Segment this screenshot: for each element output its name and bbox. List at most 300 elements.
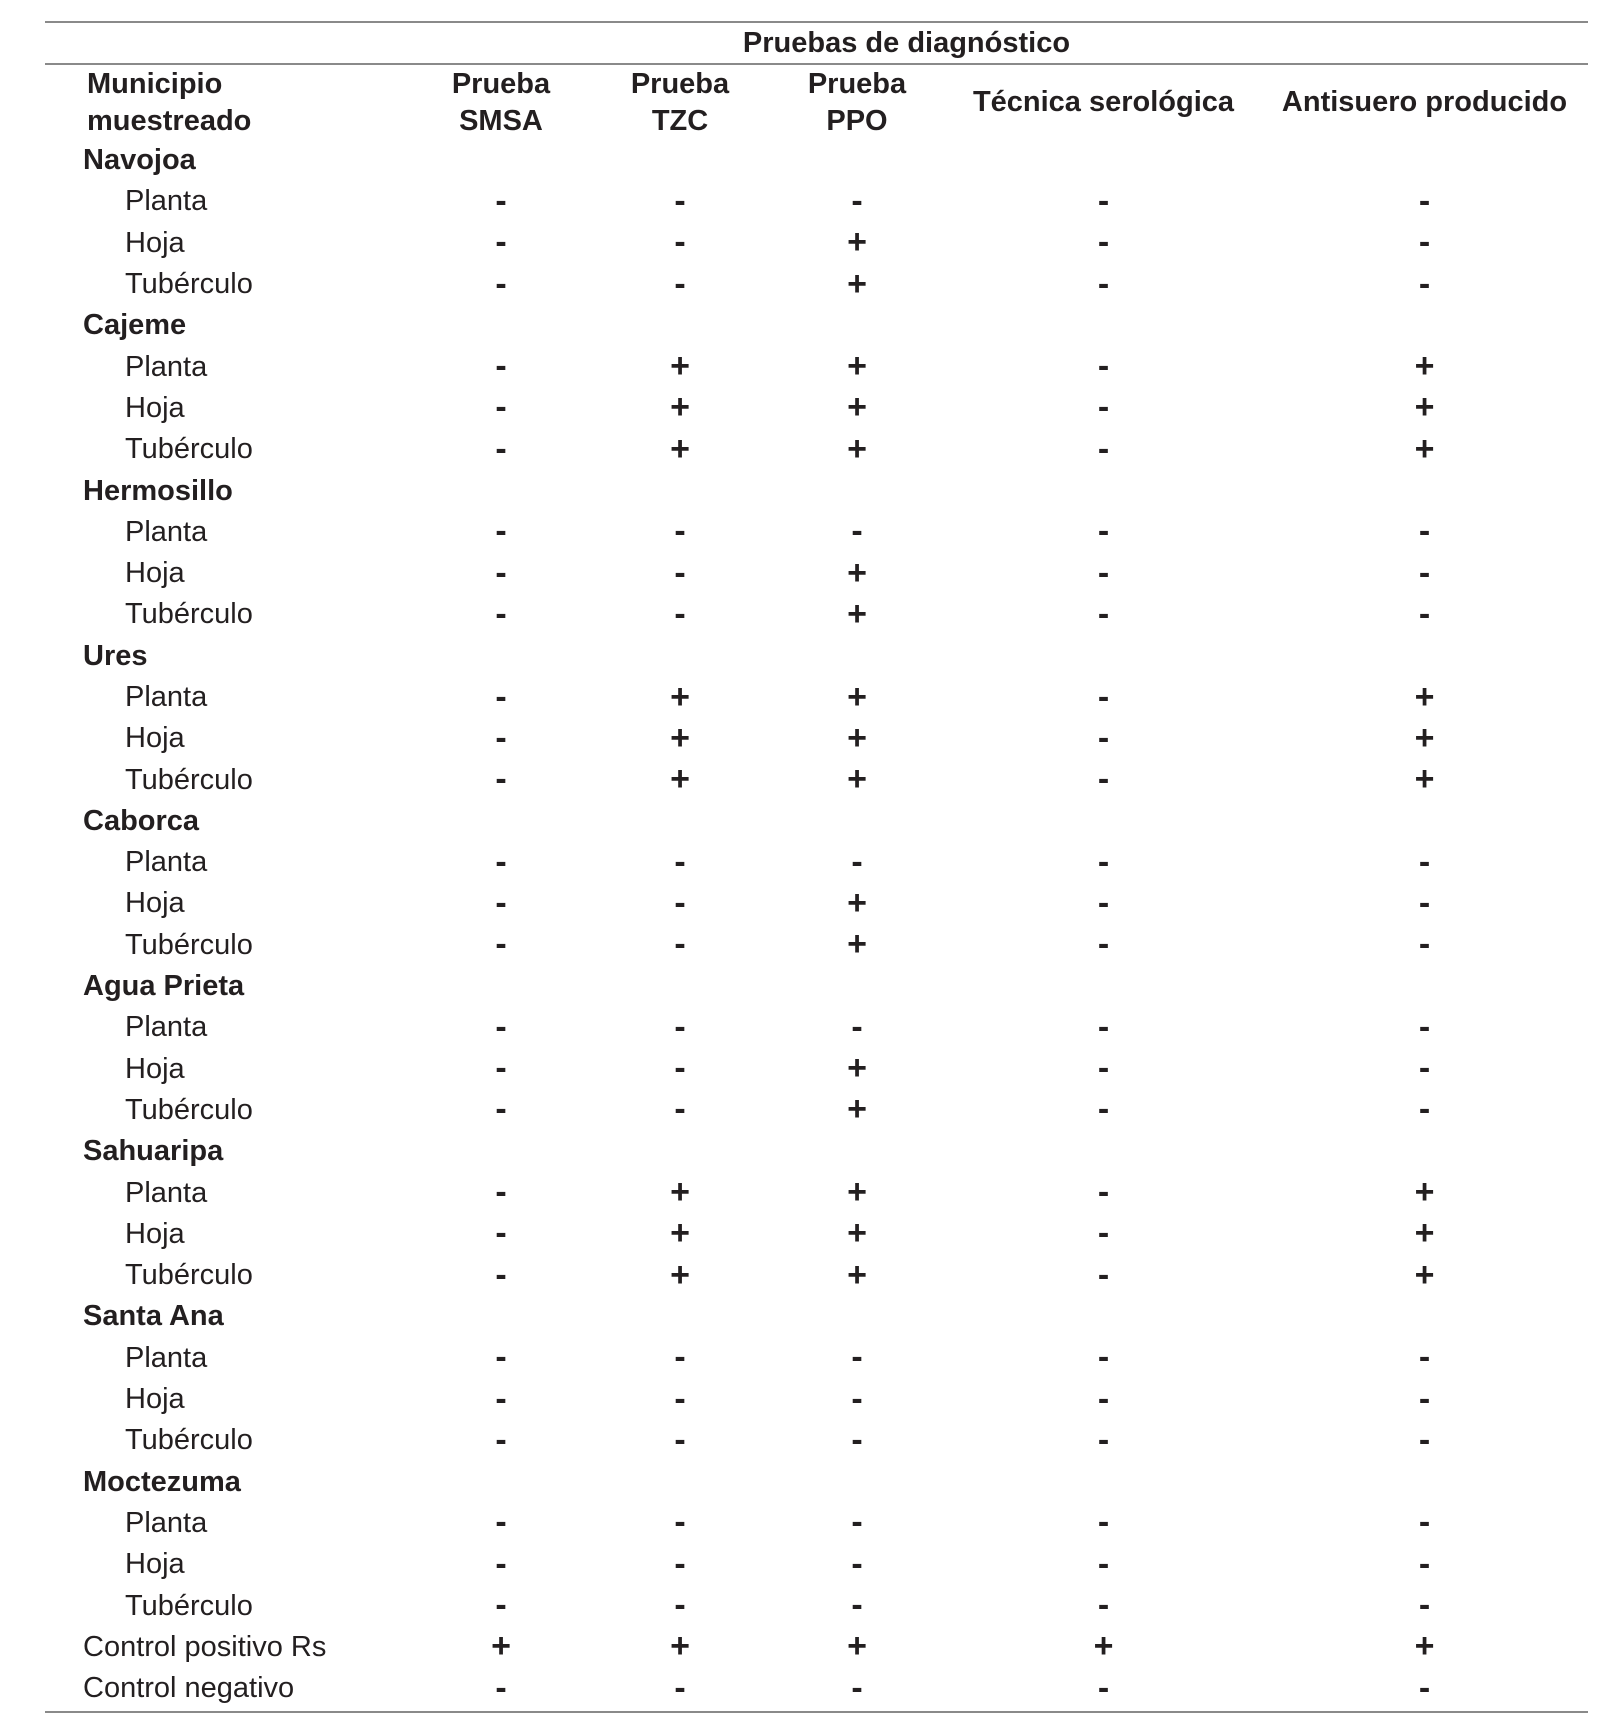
result-cell <box>592 390 768 426</box>
result-mark: - <box>674 512 686 551</box>
result-cell <box>1261 842 1588 881</box>
result-cell <box>768 1216 946 1252</box>
column-header-line: Prueba <box>451 67 551 100</box>
result-mark: - <box>674 883 686 922</box>
result-cell <box>768 1588 946 1624</box>
result-cell <box>946 349 1261 385</box>
result-mark: - <box>1097 760 1110 799</box>
result-cell <box>410 1588 592 1624</box>
row-label: Hoja <box>125 722 185 755</box>
result-mark: - <box>674 1090 686 1129</box>
table-row <box>45 1049 1588 1090</box>
result-mark: + <box>670 1173 690 1212</box>
result-cell <box>410 883 592 922</box>
result-mark: - <box>495 181 507 220</box>
result-cell <box>768 264 946 303</box>
result-cell <box>410 1216 592 1252</box>
table-row <box>45 1379 1588 1420</box>
result-mark: - <box>495 512 507 551</box>
result-mark: - <box>1418 1503 1431 1542</box>
result-cell <box>410 1544 592 1583</box>
result-mark: - <box>495 760 507 799</box>
control-row <box>45 1668 1588 1709</box>
result-mark: - <box>495 223 507 262</box>
result-mark: - <box>495 347 507 386</box>
column-header-line: Municipio <box>87 67 223 100</box>
result-mark: + <box>847 223 867 262</box>
result-cell <box>410 1051 592 1087</box>
result-mark: - <box>495 594 507 633</box>
result-cell <box>592 553 768 592</box>
result-cell <box>410 514 592 550</box>
result-cell <box>1261 1255 1588 1294</box>
result-mark: + <box>670 388 690 427</box>
municipio-row <box>45 140 1588 181</box>
result-cell <box>1261 718 1588 757</box>
result-mark: + <box>1414 1627 1435 1666</box>
result-mark: + <box>1414 677 1435 716</box>
result-mark: - <box>1097 223 1110 262</box>
result-mark: - <box>674 842 686 881</box>
result-cell <box>592 1379 768 1418</box>
result-cell <box>592 181 768 220</box>
row-label: Planta <box>125 1341 208 1374</box>
municipio-row <box>45 1296 1588 1337</box>
result-mark: + <box>1414 760 1435 799</box>
result-cell <box>410 225 592 261</box>
row-label: Tubérculo <box>125 268 253 301</box>
result-cell <box>1261 677 1588 716</box>
result-mark: - <box>1097 1049 1110 1088</box>
result-cell <box>946 225 1261 261</box>
result-mark: - <box>495 1586 507 1625</box>
result-cell <box>1261 883 1588 922</box>
result-cell <box>1261 1051 1588 1087</box>
row-label: Hoja <box>125 391 185 424</box>
result-cell <box>1261 429 1588 468</box>
result-cell <box>768 514 946 550</box>
result-mark: - <box>495 388 507 427</box>
result-cell <box>592 927 768 963</box>
result-mark: - <box>1097 842 1110 881</box>
result-mark: - <box>851 1586 863 1625</box>
result-cell <box>410 1379 592 1418</box>
result-mark: - <box>851 181 863 220</box>
result-mark: - <box>851 842 863 881</box>
result-cell <box>946 677 1261 716</box>
table-row <box>45 1255 1588 1296</box>
result-cell <box>768 1668 946 1707</box>
column-header-line: Prueba <box>807 67 907 100</box>
result-mark: - <box>1418 842 1431 881</box>
result-cell <box>592 1420 768 1459</box>
table-row <box>45 759 1588 800</box>
result-cell <box>410 762 592 798</box>
result-cell <box>1261 514 1588 550</box>
result-mark: - <box>1097 429 1110 468</box>
result-mark: - <box>495 1420 507 1459</box>
row-label: Planta <box>125 1011 208 1044</box>
row-label: Control positivo Rs <box>83 1630 327 1663</box>
result-mark: - <box>1418 883 1431 922</box>
row-label: Tubérculo <box>125 763 253 796</box>
row-label: Tubérculo <box>125 1424 253 1457</box>
result-cell <box>946 390 1261 426</box>
result-cell <box>768 718 946 757</box>
result-mark: + <box>847 1049 867 1088</box>
result-cell <box>410 1668 592 1707</box>
result-cell <box>592 349 768 385</box>
result-mark: - <box>674 1503 686 1542</box>
result-cell <box>1261 1668 1588 1707</box>
result-mark: - <box>1418 1586 1431 1625</box>
column-header-smsa <box>410 65 592 140</box>
result-mark: - <box>851 1503 863 1542</box>
result-mark: + <box>1414 718 1435 757</box>
result-cell <box>1261 1420 1588 1459</box>
row-label: Tubérculo <box>125 1259 253 1292</box>
result-mark: - <box>1097 1586 1110 1625</box>
municipio-label: Moctezuma <box>83 1465 241 1498</box>
result-mark: + <box>847 760 867 799</box>
result-mark: + <box>1414 347 1435 386</box>
result-mark: - <box>495 1338 507 1377</box>
result-cell <box>768 429 946 468</box>
result-mark: + <box>670 718 690 757</box>
municipio-row <box>45 305 1588 346</box>
results-table <box>45 21 1588 1713</box>
result-mark: - <box>1097 181 1110 220</box>
result-cell <box>592 1544 768 1583</box>
result-mark: + <box>847 347 867 386</box>
result-cell <box>1261 181 1588 220</box>
result-mark: + <box>670 677 690 716</box>
result-mark: - <box>1097 264 1110 303</box>
table-row <box>45 594 1588 635</box>
row-label: Tubérculo <box>125 928 253 961</box>
result-cell <box>592 1175 768 1211</box>
column-header-antisuero <box>1261 65 1588 140</box>
result-cell <box>946 927 1261 963</box>
bottom-rule <box>45 1711 1588 1713</box>
table-body <box>45 140 1588 1709</box>
row-label: Hoja <box>125 1383 185 1416</box>
table-row <box>45 1503 1588 1544</box>
result-cell <box>410 1175 592 1211</box>
result-cell <box>410 553 592 592</box>
result-mark: - <box>674 1049 686 1088</box>
result-cell <box>768 1051 946 1087</box>
row-label: Tubérculo <box>125 433 253 466</box>
result-cell <box>592 718 768 757</box>
row-label: Planta <box>125 515 208 548</box>
column-header-municipio <box>45 65 410 140</box>
result-cell <box>1261 1505 1588 1541</box>
row-label: Planta <box>125 1176 208 1209</box>
result-mark: - <box>851 1007 863 1046</box>
result-cell <box>1261 264 1588 303</box>
result-cell <box>410 349 592 385</box>
row-label: Tubérculo <box>125 598 253 631</box>
row-label: Planta <box>125 681 208 713</box>
result-mark: - <box>1097 512 1110 551</box>
column-header-line: TZC <box>651 104 709 137</box>
result-cell <box>592 429 768 468</box>
result-mark: - <box>1418 1338 1431 1377</box>
table-row <box>45 677 1588 718</box>
result-cell <box>946 553 1261 592</box>
result-mark: - <box>495 925 507 964</box>
table-row <box>45 1338 1588 1379</box>
result-cell <box>768 883 946 922</box>
result-cell <box>410 718 592 757</box>
result-mark: - <box>1418 223 1431 262</box>
result-cell <box>768 594 946 633</box>
result-mark: - <box>495 1173 507 1212</box>
result-cell <box>946 1629 1261 1665</box>
result-cell <box>1261 553 1588 592</box>
result-mark: - <box>851 1338 863 1377</box>
result-cell <box>768 1505 946 1541</box>
result-mark: - <box>1097 1214 1110 1253</box>
result-mark: - <box>674 223 686 262</box>
result-mark: - <box>495 883 507 922</box>
row-label: Hoja <box>125 1052 185 1085</box>
result-mark: - <box>1097 1338 1110 1377</box>
result-mark: - <box>1097 1420 1110 1459</box>
result-mark: + <box>847 264 867 303</box>
result-cell <box>592 1505 768 1541</box>
result-cell <box>1261 1629 1588 1665</box>
table-row <box>45 264 1588 305</box>
result-cell <box>410 264 592 303</box>
result-cell <box>592 1051 768 1087</box>
result-cell <box>946 1092 1261 1128</box>
result-mark: + <box>847 1255 867 1294</box>
table-row <box>45 223 1588 264</box>
table-row <box>45 1172 1588 1213</box>
result-cell <box>410 1420 592 1459</box>
result-mark: + <box>847 388 867 427</box>
result-cell <box>768 1340 946 1376</box>
result-mark: - <box>495 1007 507 1046</box>
result-cell <box>946 1544 1261 1583</box>
result-cell <box>592 264 768 303</box>
result-mark: - <box>674 1379 686 1418</box>
result-cell <box>1261 349 1588 385</box>
result-cell <box>1261 594 1588 633</box>
result-cell <box>1261 390 1588 426</box>
result-mark: - <box>1418 925 1431 964</box>
table-row <box>45 1420 1588 1461</box>
group-header: Pruebas de diagnóstico <box>742 27 1071 59</box>
result-mark: - <box>495 1255 507 1294</box>
result-cell <box>410 1340 592 1376</box>
result-cell <box>946 1668 1261 1707</box>
result-cell <box>410 1505 592 1541</box>
municipio-row <box>45 636 1588 677</box>
result-mark: - <box>495 842 507 881</box>
result-mark: - <box>1418 1090 1431 1129</box>
row-label: Planta <box>125 185 208 218</box>
result-mark: + <box>670 347 690 386</box>
result-cell <box>1261 1340 1588 1376</box>
result-mark: - <box>1097 1007 1110 1046</box>
result-mark: + <box>847 429 867 468</box>
result-cell <box>946 883 1261 922</box>
result-mark: + <box>670 429 690 468</box>
result-cell <box>592 225 768 261</box>
result-mark: + <box>1093 1627 1114 1666</box>
result-mark: - <box>1418 1379 1431 1418</box>
result-cell <box>946 181 1261 220</box>
row-label: Planta <box>125 846 208 879</box>
result-cell <box>768 927 946 963</box>
result-cell <box>946 1007 1261 1046</box>
column-header-tzc <box>592 65 768 140</box>
result-cell <box>592 514 768 550</box>
table-row <box>45 1090 1588 1131</box>
result-cell <box>592 1629 768 1665</box>
result-cell <box>1261 1379 1588 1418</box>
result-mark: - <box>1418 1544 1431 1583</box>
municipio-label: Agua Prieta <box>83 970 245 1003</box>
column-header-serologica <box>946 65 1261 140</box>
result-cell <box>946 1379 1261 1418</box>
result-cell <box>410 1007 592 1046</box>
result-cell <box>946 1505 1261 1541</box>
result-mark: - <box>495 1544 507 1583</box>
result-mark: - <box>495 1049 507 1088</box>
municipio-row <box>45 1462 1588 1503</box>
table-row <box>45 842 1588 883</box>
result-cell <box>1261 1216 1588 1252</box>
table-row <box>45 1544 1588 1585</box>
column-header-ppo <box>768 65 946 140</box>
table-row <box>45 181 1588 222</box>
column-header-line: Técnica serológica <box>972 86 1235 118</box>
table-row <box>45 1007 1588 1048</box>
row-label: Hoja <box>125 1217 185 1250</box>
result-cell <box>768 1629 946 1665</box>
result-cell <box>592 1255 768 1294</box>
table-row <box>45 718 1588 759</box>
result-cell <box>946 1340 1261 1376</box>
result-mark: + <box>847 677 867 716</box>
result-mark: - <box>495 553 507 592</box>
result-cell <box>410 390 592 426</box>
row-label: Hoja <box>125 887 185 920</box>
result-mark: - <box>851 1420 863 1459</box>
result-cell <box>410 842 592 881</box>
result-mark: - <box>674 925 686 964</box>
row-label: Planta <box>125 350 208 383</box>
table-row <box>45 346 1588 387</box>
result-cell <box>592 1668 768 1707</box>
result-mark: - <box>1418 181 1431 220</box>
table-row <box>45 1585 1588 1626</box>
result-cell <box>946 514 1261 550</box>
result-cell <box>1261 927 1588 963</box>
control-row <box>45 1627 1588 1668</box>
result-cell <box>946 842 1261 881</box>
result-cell <box>946 1051 1261 1087</box>
result-mark: + <box>847 1173 867 1212</box>
result-mark: + <box>847 1214 867 1253</box>
row-label: Tubérculo <box>125 1589 253 1622</box>
result-mark: - <box>851 1668 863 1707</box>
result-mark: - <box>495 1503 507 1542</box>
result-mark: - <box>674 264 686 303</box>
municipio-label: Caborca <box>83 804 200 837</box>
result-mark: + <box>1414 1173 1435 1212</box>
result-cell <box>946 594 1261 633</box>
result-mark: - <box>1418 594 1431 633</box>
result-mark: + <box>491 1627 511 1666</box>
result-cell <box>592 594 768 633</box>
result-cell <box>768 349 946 385</box>
column-header-line: PPO <box>826 104 888 137</box>
result-cell <box>410 927 592 963</box>
table-row <box>45 512 1588 553</box>
result-mark: - <box>1097 388 1110 427</box>
result-mark: - <box>1418 1668 1431 1707</box>
result-mark: - <box>495 1214 507 1253</box>
municipio-label: Hermosillo <box>83 474 233 507</box>
table-row <box>45 925 1588 966</box>
result-cell <box>410 1629 592 1665</box>
result-cell <box>410 677 592 716</box>
result-mark: - <box>674 1338 686 1377</box>
result-cell <box>768 1092 946 1128</box>
result-cell <box>1261 1007 1588 1046</box>
result-mark: - <box>1418 553 1431 592</box>
result-cell <box>1261 1175 1588 1211</box>
result-mark: - <box>495 677 507 716</box>
result-mark: - <box>1418 512 1431 551</box>
result-mark: - <box>674 1544 686 1583</box>
result-cell <box>1261 762 1588 798</box>
result-cell <box>1261 1544 1588 1583</box>
result-mark: - <box>495 429 507 468</box>
row-label: Tubérculo <box>125 1093 253 1126</box>
result-cell <box>592 1092 768 1128</box>
table-row <box>45 553 1588 594</box>
result-mark: - <box>1418 1420 1431 1459</box>
result-mark: + <box>1414 429 1435 468</box>
result-mark: + <box>847 553 867 592</box>
table-row <box>45 388 1588 429</box>
municipio-row <box>45 470 1588 511</box>
result-cell <box>768 1379 946 1418</box>
result-mark: - <box>674 553 686 592</box>
result-cell <box>592 883 768 922</box>
result-cell <box>768 1544 946 1583</box>
column-header-line: muestreado <box>87 104 252 137</box>
result-cell <box>768 553 946 592</box>
result-mark: - <box>1097 1255 1110 1294</box>
row-label: Hoja <box>125 557 185 590</box>
column-header-line: Prueba <box>630 67 730 100</box>
result-mark: + <box>847 925 867 964</box>
result-mark: - <box>674 1586 686 1625</box>
result-cell <box>768 842 946 881</box>
result-cell <box>768 1255 946 1294</box>
result-mark: - <box>495 264 507 303</box>
result-mark: - <box>674 1007 686 1046</box>
result-mark: - <box>674 1668 686 1707</box>
result-mark: + <box>847 1090 867 1129</box>
